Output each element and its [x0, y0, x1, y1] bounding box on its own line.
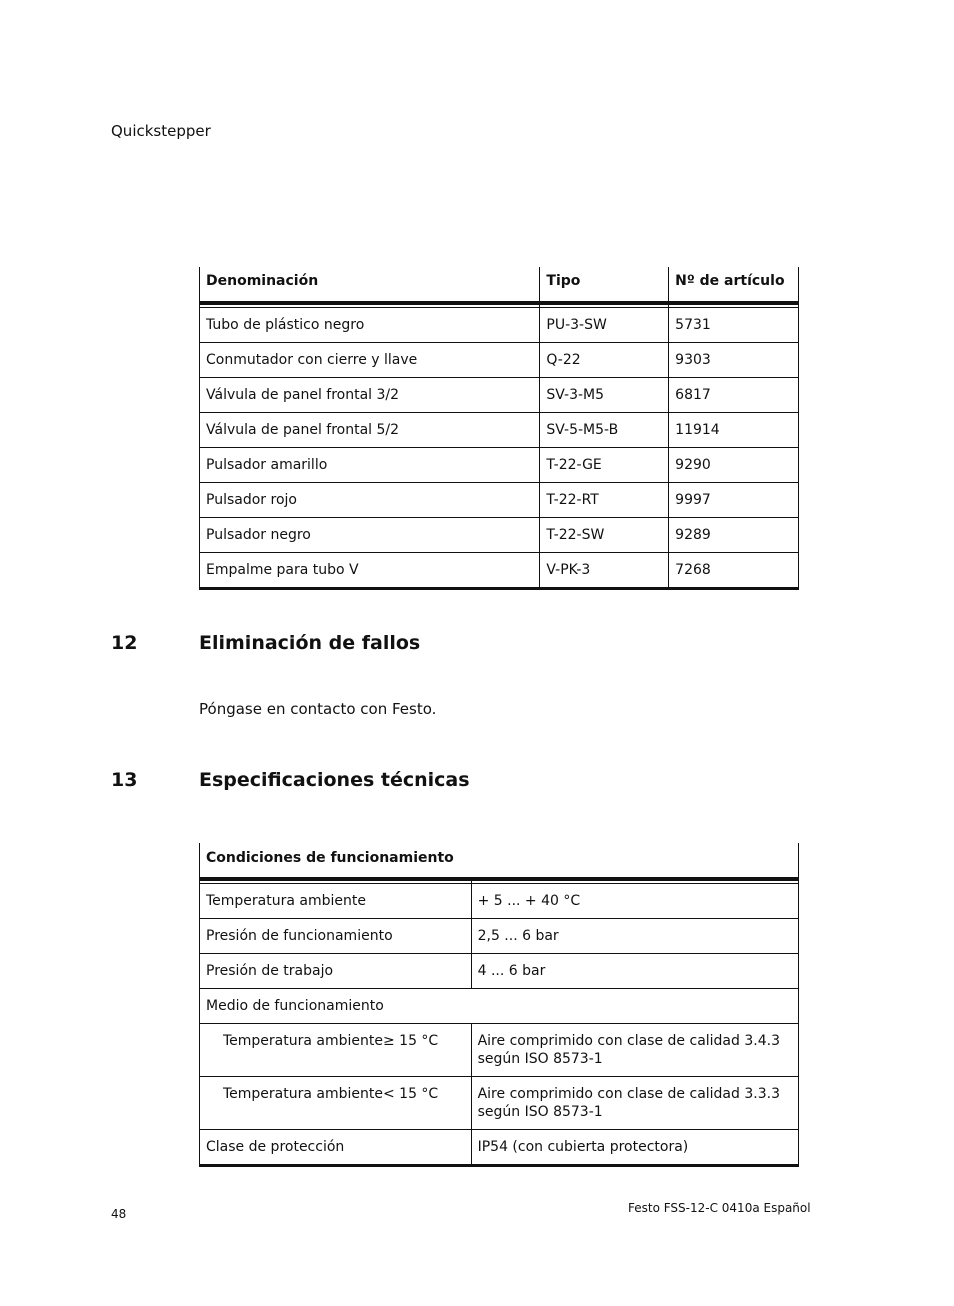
table-row [200, 448, 799, 483]
table-cell: Pulsador negro [200, 518, 540, 553]
table-row [200, 1024, 799, 1077]
table-cell: Pulsador rojo [200, 483, 540, 518]
table-row [200, 413, 799, 448]
table-row [200, 989, 799, 1024]
specs-table [199, 843, 799, 1167]
table-row [200, 954, 799, 989]
table-cell: Empalme para tubo V [200, 553, 540, 589]
table-caption: Condiciones de funcionamiento [200, 843, 799, 879]
spec-label: Presión de trabajo [200, 954, 472, 989]
running-header: Quickstepper [111, 122, 211, 140]
table-cell: T-22-SW [540, 518, 669, 553]
table-cell: T-22-RT [540, 483, 669, 518]
table-cell: Pulsador amarillo [200, 448, 540, 483]
body-paragraph: Póngase en contacto con Festo. [199, 700, 437, 718]
table-cell: PU-3-SW [540, 308, 669, 343]
table-cell: 5731 [669, 308, 799, 343]
table-cell: Conmutador con cierre y llave [200, 343, 540, 378]
table-cell: 9997 [669, 483, 799, 518]
table-row [200, 919, 799, 954]
table-header-row [200, 843, 799, 879]
table-row [200, 1077, 799, 1130]
table-row [200, 553, 799, 589]
table-row [200, 1130, 799, 1166]
section-number: 12 [111, 632, 138, 654]
table-row [200, 343, 799, 378]
parts-table [199, 267, 799, 590]
table-cell: Tubo de plástico negro [200, 308, 540, 343]
table-row [200, 308, 799, 343]
table-cell: V-PK-3 [540, 553, 669, 589]
document-id: Festo FSS-12-C 0410a Español [628, 1201, 811, 1215]
spec-label: Clase de protección [200, 1130, 472, 1166]
spec-value: 2,5 ... 6 bar [471, 919, 798, 954]
page-number: 48 [111, 1207, 127, 1221]
spec-label: Temperatura ambiente [200, 884, 472, 919]
spec-value: Aire comprimido con clase de calidad 3.4.3 según ISO 8573-1 [471, 1024, 798, 1077]
spec-label: Temperatura ambiente< 15 °C [200, 1077, 472, 1130]
table-cell: Válvula de panel frontal 3/2 [200, 378, 540, 413]
spec-label: Presión de funcionamiento [200, 919, 472, 954]
table-cell: 6817 [669, 378, 799, 413]
spec-group-label: Medio de funcionamiento [200, 989, 799, 1024]
table-row [200, 518, 799, 553]
table-row [200, 378, 799, 413]
table-cell: SV-5-M5-B [540, 413, 669, 448]
spec-value: 4 ... 6 bar [471, 954, 798, 989]
spec-value: Aire comprimido con clase de calidad 3.3.3 según ISO 8573-1 [471, 1077, 798, 1130]
table-cell: 7268 [669, 553, 799, 589]
spec-value: IP54 (con cubierta protectora) [471, 1130, 798, 1166]
section-title: Especificaciones técnicas [199, 769, 470, 791]
table-cell: 9289 [669, 518, 799, 553]
column-header: Denominación [200, 267, 540, 303]
table-cell: Q-22 [540, 343, 669, 378]
table-cell: SV-3-M5 [540, 378, 669, 413]
table-cell: 11914 [669, 413, 799, 448]
spec-label: Temperatura ambiente≥ 15 °C [200, 1024, 472, 1077]
section-number: 13 [111, 769, 138, 791]
table-header-row [200, 267, 799, 303]
section-title: Eliminación de fallos [199, 632, 421, 654]
table-row [200, 884, 799, 919]
spec-value: + 5 ... + 40 °C [471, 884, 798, 919]
table-cell: 9290 [669, 448, 799, 483]
column-header: Nº de artículo [669, 267, 799, 303]
table-cell: Válvula de panel frontal 5/2 [200, 413, 540, 448]
table-cell: T-22-GE [540, 448, 669, 483]
table-row [200, 483, 799, 518]
column-header: Tipo [540, 267, 669, 303]
table-cell: 9303 [669, 343, 799, 378]
